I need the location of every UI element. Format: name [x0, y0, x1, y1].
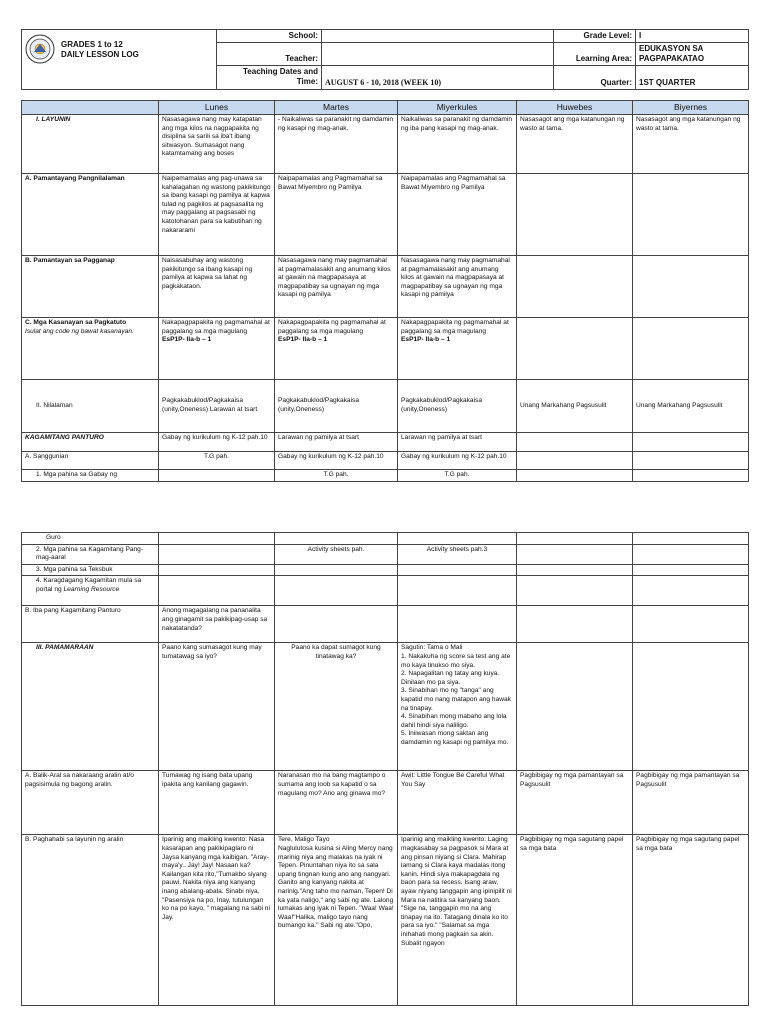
cell-nilalaman-miyerkules: Pagkakabuklod/Pagkakaisa (unity,Oneness): [398, 380, 517, 433]
cell-iba-pang-biyernes: [633, 606, 749, 643]
cell-pangnilalaman-miyerkules: Naipapamalas ang Pagmamahal sa Bawat Miyembro ng Pamilya: [398, 174, 517, 256]
cell-paghahabi-huwebes: Pagbibigay ng mga sagutang papel sa mga bata: [517, 835, 633, 1006]
cell-sanggunian-huwebes: [517, 452, 633, 470]
grade-label: Grade Level:: [554, 30, 636, 43]
cell-iba-pang-miyerkules: [398, 606, 517, 643]
day-martes: Martes: [275, 101, 398, 115]
cell-kagamitan-miyerkules: Larawan ng pamilya at tsart: [398, 433, 517, 452]
cell-pagganap-huwebes: [517, 256, 633, 318]
days-header-blank: [22, 101, 159, 115]
area-label: Learning Area:: [554, 43, 636, 66]
cell-kagamitang-pang-biyernes: [633, 544, 749, 564]
cell-layunin-biyernes: Nasasagot ang mga katanungan ng wasto at tama.: [633, 115, 749, 174]
row-pagganap: [22, 256, 749, 318]
cell-pangnilalaman-martes: Naipapamalas ang Pagmamahal sa Bawat Miyembro ng Pamilya: [275, 174, 398, 256]
cell-teksbuk-martes: [275, 564, 398, 576]
row-pamamaraan: [22, 643, 749, 771]
cell-pamamaraan-miyerkules: [398, 643, 517, 771]
dates-value: AUGUST 6 - 10, 2018 (WEEK 10): [322, 66, 554, 90]
cell-pamamaraan-huwebes: [517, 643, 633, 771]
row-pangnilalaman: [22, 174, 749, 256]
tama-mali-title: Sagutin: Tama o Mali: [401, 644, 463, 652]
cell-kagamitang-pang-miyerkules: Activity sheets pah.3: [398, 544, 517, 564]
label-pagkatuto: C. Mga Kasanayan sa Pagkatuto: [25, 319, 127, 326]
label-layunin: I. LAYUNIN: [22, 115, 159, 174]
cell-balik-aral-lunes: Tumawag ng isang bata upang ipakita ang kanilang gagawin.: [159, 771, 275, 835]
cell-kagamitang-pang-martes: Activity sheets pah.: [275, 544, 398, 564]
cell-karagdagan-lunes: [159, 576, 275, 606]
label-gabay: 1. Mga pahina sa Gabay ng: [22, 470, 159, 482]
label-karagdagan-cell: [22, 576, 159, 606]
cell-pagkatuto-miyerkules: [398, 318, 517, 380]
cell-kagamitang-pang-huwebes: [517, 544, 633, 564]
cell-nilalaman-lunes: Pagkakabuklod/Pagkakaisa (unity,Oneness) Larawan at tsart: [159, 380, 275, 433]
cell-pagganap-lunes: Naisasabuhay ang wastong pakikitungo sa ibang kasapi ng pamilya at kapwa sa lahat ng pagkakataon.: [159, 256, 275, 318]
quarter-value: 1ST QUARTER: [636, 66, 749, 90]
cell-guro-lunes: [159, 533, 275, 545]
header-table: [21, 29, 749, 90]
pagkatuto-text: Nakapagpapakita ng pagmamahal at paggalang sa mga magulang: [401, 319, 509, 335]
cell-pamamaraan-lunes: Paano kang sumasagot kung may tumatawag sa iyo?: [159, 643, 275, 771]
row-kagamitan: [22, 433, 749, 452]
cell-teksbuk-lunes: [159, 564, 275, 576]
teacher-value: [322, 43, 554, 66]
deped-seal-icon: [25, 34, 55, 64]
logo-cell: [22, 30, 217, 90]
cell-layunin-huwebes: Nasasagot ang mga katanungan ng wasto at tama.: [517, 115, 633, 174]
area-value: EDUKASYON SA PAGPAPAKATAO: [636, 43, 749, 66]
cell-pamamaraan-martes: Paano ka dapat sumagot kung tinatawag ka?: [275, 643, 398, 771]
cell-paghahabi-miyerkules: Iparinig ang maikling kwento: Laging magkasabay sa pagpasok si Mara at ang pinsan niyang si Clara. Mahirap lamang si Clara kaya madalas itong kanin. Hindi siya makapagdala ng baon para sa recess. Isang araw, ayaw niyang tanggapin ang ipinipilit ni Mara na natitira sa kanyang baon. "Sige na, tanggapin mo na ang tinapay na ito. Tatagang dinala ko ito para sa iyo." "Salamat sa mga inihahati mong pagkain sa akin. Subalit ngayon: [398, 835, 517, 1006]
cell-paghahabi-lunes: Iparinig ang maikling kwento: Nasa kasarapan ang pakikipaglaro ni Jaysa kanyang mga kaibigan. "Aray-maya'y.. Jay! Jay! Nasaan ka? Kailangan kita rito,"Tumakbo siyang pauwi. Nakita niya ang kanyang inang abalang-abala. Sinabi niya, "Pasensiya na po, Inay, tutulungan ko na po kayo, " magalang na sabi ni Jay.: [159, 835, 275, 1006]
label-pangnilalaman: A. Pamantayang Pangnilalaman: [22, 174, 159, 256]
cell-teksbuk-huwebes: [517, 564, 633, 576]
row-balik-aral: [22, 771, 749, 835]
cell-nilalaman-huwebes: Unang Markahang Pagsusulit: [517, 380, 633, 433]
row-paghahabi: [22, 835, 749, 1006]
cell-gabay-miyerkules: T.G pah.: [398, 470, 517, 482]
day-biyernes: Biyernes: [633, 101, 749, 115]
row-teksbuk: [22, 564, 749, 576]
cell-gabay-biyernes: [633, 470, 749, 482]
label-pamamaraan: III. PAMAMARAAN: [22, 643, 159, 771]
cell-pagkatuto-martes: [275, 318, 398, 380]
label-teksbuk: 3. Mga pahina sa Teksbuk: [22, 564, 159, 576]
cell-iba-pang-lunes: Anong magagalang na pananalita ang ginagamit sa pakikipag-usap sa nakatatanda?: [159, 606, 275, 643]
cell-paghahabi-biyernes: Pagbibigay ng mga sagutang papel sa mga bata: [633, 835, 749, 1006]
label-kagamitan: KAGAMITANG PANTURO: [22, 433, 159, 452]
cell-balik-aral-biyernes: Pagbibigay ng mga pamantayan sa Pagsusulit: [633, 771, 749, 835]
cell-pagkatuto-biyernes: [633, 318, 749, 380]
label-pagkatuto-cell: [22, 318, 159, 380]
cell-layunin-miyerkules: Naikaliwas sa paranakit ng damdamin ng iba pang kasapi ng mag-anak.: [398, 115, 517, 174]
grade-value: I: [636, 30, 749, 43]
cell-pangnilalaman-biyernes: [633, 174, 749, 256]
cell-karagdagan-biyernes: [633, 576, 749, 606]
row-kagamitang-pang: [22, 544, 749, 564]
dates-label: Teaching Dates and Time:: [217, 66, 322, 90]
row-gabay: [22, 470, 749, 482]
pagkatuto-code: EsP1P- IIa-b – 1: [162, 336, 212, 344]
label-sanggunian: A. Sanggunian: [22, 452, 159, 470]
cell-guro-miyerkules: [398, 533, 517, 545]
cell-pagganap-miyerkules: Nasasagawa nang may pagmamahal at pagmamalasakit ang anumang kilos at gawain na magpapasaya at magpapatibay sa ugnayan ng mga kasapi ng pamilya: [398, 256, 517, 318]
cell-guro-martes: [275, 533, 398, 545]
row-pagkatuto: [22, 318, 749, 380]
cell-sanggunian-miyerkules: Gabay ng kurikulum ng K-12 pah.10: [398, 452, 517, 470]
title-line2: DAILY LESSON LOG: [61, 50, 139, 59]
cell-pamamaraan-biyernes: [633, 643, 749, 771]
lesson-table-page2: [21, 532, 749, 1006]
row-sanggunian: [22, 452, 749, 470]
label-karagdagan: 4. Karagdagang Kagamitan mula sa portal ng: [36, 577, 142, 593]
label-paghahabi: B. Paghahabi sa layunin ng aralin: [22, 835, 159, 1006]
cell-kagamitang-pang-lunes: [159, 544, 275, 564]
cell-karagdagan-miyerkules: [398, 576, 517, 606]
cell-kagamitan-biyernes: [633, 433, 749, 452]
school-label: School:: [217, 30, 322, 43]
cell-balik-aral-huwebes: Pagbibigay ng mga pamantayan sa Pagsusulit: [517, 771, 633, 835]
sublabel-pagkatuto: Isulat ang code ng bawat kasanayan.: [25, 327, 134, 335]
cell-teksbuk-miyerkules: [398, 564, 517, 576]
days-header-row: [22, 101, 749, 115]
cell-pagkatuto-huwebes: [517, 318, 633, 380]
teacher-label: Teacher:: [217, 43, 322, 66]
cell-pagganap-martes: Nasasagawa nang may pagmamahal at pagmamalasakit ang anumang kilos at gawain na magpapasaya at magpapatibay sa ugnayan ng mga kasapi ng pamilya: [275, 256, 398, 318]
day-miyerkules: Miyerkules: [398, 101, 517, 115]
cell-kagamitan-martes: Larawan ng pamilya at tsart: [275, 433, 398, 452]
day-huwebes: Huwebes: [517, 101, 633, 115]
row-layunin: [22, 115, 749, 174]
label-karagdagan-italic: Learning Resource: [63, 585, 120, 593]
cell-karagdagan-martes: [275, 576, 398, 606]
row-karagdagan: [22, 576, 749, 606]
cell-layunin-lunes: Nasasagawa nang may katapatan ang mga kilos na nagpapakita ng disiplina sa sarili sa iba't ibang sitwasyon. Sumasagot nang katamtamang ang boses: [159, 115, 275, 174]
tama-mali-item: 5. Iniiwasan mong saktan ang damdamin ng kasapi ng pamilya mo.: [401, 730, 509, 746]
cell-iba-pang-huwebes: [517, 606, 633, 643]
cell-karagdagan-huwebes: [517, 576, 633, 606]
pagkatuto-code: EsP1P- IIa-b – 1: [401, 336, 451, 344]
label-kagamitang-pang: 2. Mga pahina sa Kagamitang Pang-mag-aaral: [22, 544, 159, 564]
tama-mali-item: 2. Napagalitan ng tatay ang kuya. Dinilaan mo pa siya.: [401, 670, 500, 686]
cell-paghahabi-martes: Tere, Maligo Tayo Naglulutosa kusina si Aling Mercy nang marinig niya ang malakas na iyak ni Tepen. Pinuntahan niya ito sa sala upang tingnan kung ano ang nangyari. Ganito ang kanyang nakita at narinig."Ang taho mo naman, Tepen! Di ka yata naligo," ang sabi ng ate. Lalong lumakas ang iyak ni Tepen. "Waa! Waa! Waa!"Halika, maligo tayo nang bumango ka." Sabi ng ate."Opo,: [275, 835, 398, 1006]
cell-pangnilalaman-lunes: Naipamamalas ang pag-unawa sa kahalagahan ng wastong pakikitungo sa ibang kasapi ng pamilya at kapwa tulad ng pagkilos at pagsasalita ng may paggalang at pagsasabi ng katotohanan para sa kabutihan ng nakararami: [159, 174, 275, 256]
cell-nilalaman-martes: Pagkakabuklod/Pagkakaisa (unity,Oneness): [275, 380, 398, 433]
cell-kagamitan-lunes: Gabay ng kurikulum ng K-12 pah.10: [159, 433, 275, 452]
cell-sanggunian-biyernes: [633, 452, 749, 470]
row-nilalaman: [22, 380, 749, 433]
tama-mali-item: 3. Sinabihan mo ng "tanga" ang kapatid mo nang matapon ang hawak na tinapay.: [401, 687, 511, 712]
title-line1: GRADES 1 to 12: [61, 40, 123, 49]
cell-layunin-martes: - Naikaliwas sa paranakit ng damdamin ng kasapi ng mag-anak.: [275, 115, 398, 174]
label-balik-aral: A. Balik-Aral sa nakaraang aralin at/o pagsisimula ng bagong aralin.: [22, 771, 159, 835]
cell-gabay-lunes: [159, 470, 275, 482]
cell-pagganap-biyernes: [633, 256, 749, 318]
label-nilalaman: II. Nilalaman: [22, 380, 159, 433]
cell-balik-aral-miyerkules: Awit: Little Tongue Be Careful What You Say: [398, 771, 517, 835]
row-guro: [22, 533, 749, 545]
cell-sanggunian-martes: Gabay ng kurikulum ng K-12 pah.10: [275, 452, 398, 470]
pagkatuto-text: Nakapagpapakita ng pagmamahal at paggalang sa mga magulang: [162, 319, 270, 335]
label-guro: Guro: [22, 533, 159, 545]
pagkatuto-code: EsP1P- IIa-b – 1: [278, 336, 328, 344]
cell-guro-biyernes: [633, 533, 749, 545]
cell-pagkatuto-lunes: [159, 318, 275, 380]
cell-nilalaman-biyernes: Unang Markahang Pagsusulit: [633, 380, 749, 433]
cell-teksbuk-biyernes: [633, 564, 749, 576]
pagkatuto-text: Nakapagpapakita ng pagmamahal at paggalang sa mga magulang: [278, 319, 386, 335]
row-iba-pang: [22, 606, 749, 643]
cell-gabay-huwebes: [517, 470, 633, 482]
cell-balik-aral-martes: Naranasan mo na bang magtampo o sumama ang loob sa kapatid o sa magulang mo? Ano ang ginawa mo?: [275, 771, 398, 835]
tama-mali-item: 1. Nakakuha ng score sa test ang ate mo kaya tinukso mo siya.: [401, 652, 511, 669]
cell-guro-huwebes: [517, 533, 633, 545]
cell-iba-pang-martes: [275, 606, 398, 643]
lesson-table-page1: [21, 100, 749, 482]
cell-gabay-martes: T.G pah.: [275, 470, 398, 482]
cell-kagamitan-huwebes: [517, 433, 633, 452]
label-pagganap: B. Pamantayan sa Pagganap: [22, 256, 159, 318]
cell-sanggunian-lunes: T.G pah.: [159, 452, 275, 470]
day-lunes: Lunes: [159, 101, 275, 115]
label-iba-pang: B. Iba pang Kagamitang Panturo: [22, 606, 159, 643]
cell-pangnilalaman-huwebes: [517, 174, 633, 256]
tama-mali-item: 4. Sinabihan mong mabaho ang lola dahil hindi siya naliligo.: [401, 713, 507, 729]
school-value: [322, 30, 554, 43]
quarter-label: Quarter:: [554, 66, 636, 90]
